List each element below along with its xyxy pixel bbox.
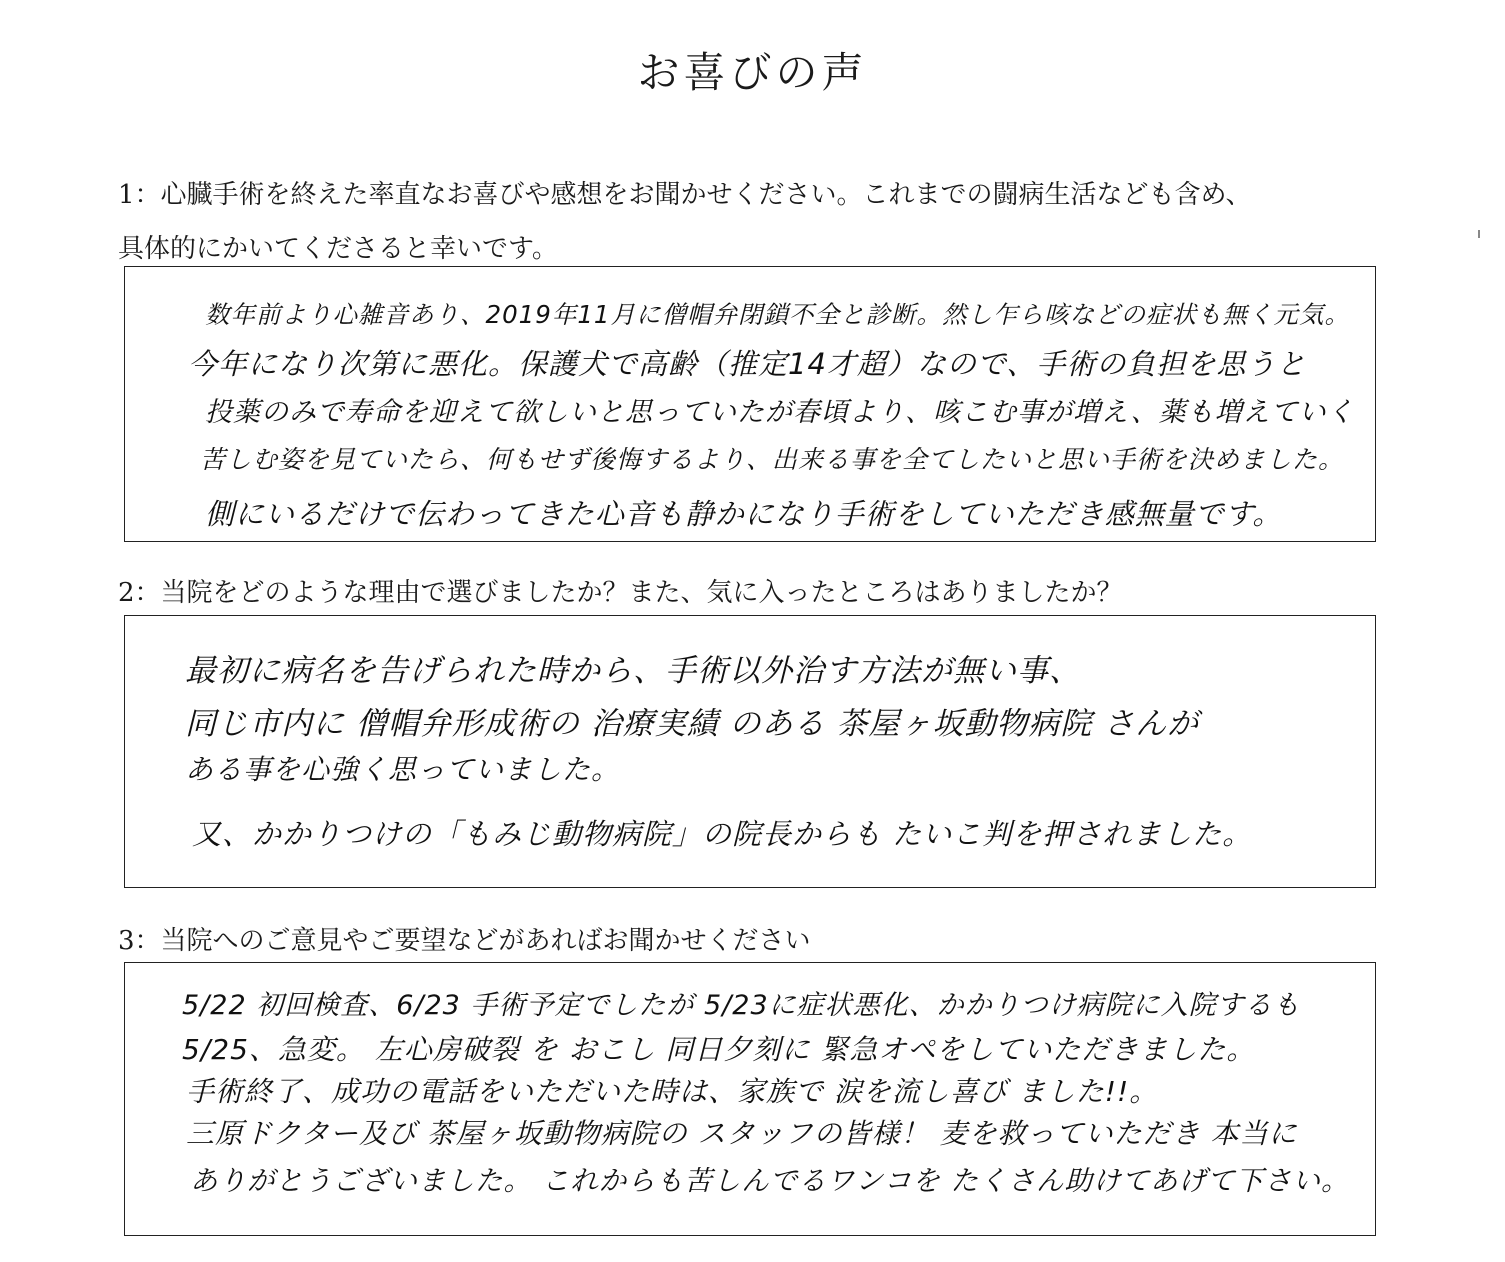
- answer-3-line: 手術終了、成功の電話をいただいた時は、家族で 涙を流し喜び ました!!。: [186, 1075, 1159, 1108]
- question-2-label: 2：当院をどのような理由で選びましたか？また、気に入ったところはありましたか？: [118, 578, 1123, 608]
- answer-1-line: 投薬のみで寿命を迎えて欲しいと思っていたが春頃より、咳こむ事が増え、薬も増えていく: [205, 397, 1355, 428]
- page-title: お喜びの声: [637, 48, 868, 97]
- answer-2-line: 最初に病名を告げられた時から、手術以外治す方法が無い事、: [185, 653, 1081, 689]
- answer-1-line: 側にいるだけで伝わってきた心音も静かになり手術をしていただき感無量です。: [205, 497, 1283, 531]
- answer-3-line: 5/22 初回検査、6/23 手術予定でしたが 5/23に症状悪化、かかりつけ病院に入院するも: [182, 990, 1301, 1021]
- scan-speck: [1478, 230, 1480, 238]
- answer-2-line: 又、かかりつけの「もみじ動物病院」の院長からも たいこ判を押されました。: [192, 817, 1253, 851]
- answer-2-line: 同じ市内に 僧帽弁形成術の 治療実績 のある 茶屋ヶ坂動物病院 さんが: [185, 706, 1200, 742]
- answer-1-line: 数年前より心雑音あり、2019年11月に僧帽弁閉鎖不全と診断。然し乍ら咳などの症状も無く元気。: [205, 300, 1351, 329]
- answer-1-line: 今年になり次第に悪化。保護犬で高齢（推定14才超）なので、手術の負担を思うと: [188, 347, 1307, 381]
- answer-2-line: ある事を心強く思っていました。: [185, 753, 621, 786]
- question-1-label: 1：心臓手術を終えた率直なお喜びや感想をお聞かせください。これまでの闘病生活なども含め、 具体的にかいてくださると幸いです。: [118, 180, 1252, 264]
- answer-3-line: 三原ドクター及び 茶屋ヶ坂動物病院の スタッフの皆様！ 麦を救っていただき 本当に: [186, 1117, 1298, 1150]
- answer-3-line: ありがとうございました。 これからも苦しんでるワンコを たくさん助けてあげて下さい。: [190, 1165, 1350, 1197]
- answer-1-line: 苦しむ姿を見ていたら、何もせず後悔するより、出来る事を全てしたいと思い手術を決めました。: [200, 445, 1345, 474]
- answer-3-line: 5/25、急変。 左心房破裂 を おこし 同日夕刻に 緊急オペをしていただきました。: [182, 1033, 1256, 1066]
- question-3-label: 3：当院へのご意見やご要望などがあればお聞かせください: [118, 926, 811, 956]
